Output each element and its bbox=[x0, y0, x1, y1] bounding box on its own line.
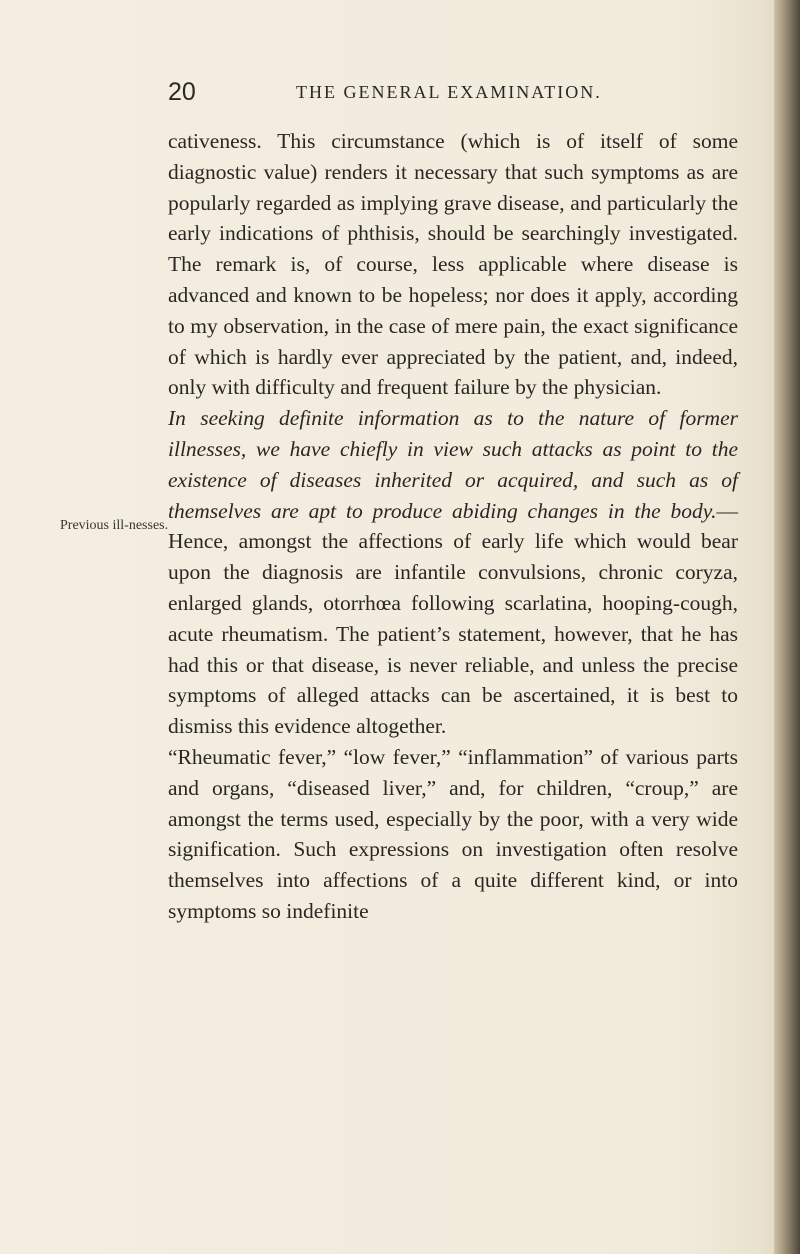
running-title: THE GENERAL EXAMINATION. bbox=[296, 82, 602, 102]
page-header bbox=[168, 78, 748, 108]
paragraph-2-rest: —Hence, amongst the affections of early life which would bear upon the diagnosis are infantile convulsions, chronic coryza, enlarged glands, otorrhœa following scarlatina, hooping-cough, acute rheumatism. The patient’s statement, however, that he has had this or that disease, is never reliable, and unless the precise symptoms of alleged attacks can be ascertained, it is best to dismiss this evidence altogether. bbox=[168, 498, 738, 739]
page-edge-shadow bbox=[774, 0, 800, 1254]
paragraph-3: “Rheumatic fever,” “low fever,” “inflammation” of various parts and organs, “diseased liver,” and, for children, “croup,” are amongst the terms used, especially by the poor, with a very wide signification. Such expressions on investigation often resolve themselves into affections of a quite different kind, or into symptoms so indefinite bbox=[168, 744, 738, 923]
paragraph-2 bbox=[168, 403, 738, 742]
page-number: 20 bbox=[168, 78, 196, 106]
paragraph-2-italic: In seeking definite information as to the nature of former illnesses, we have chiefly in view such attacks as point to the existence of diseases inherited or acquired, and such as of themselves are apt to produce abiding changes in the body. bbox=[168, 406, 738, 523]
paragraph-1: cativeness. This circumstance (which is of itself of some diagnostic value) renders it necessary that such symptoms as are popularly regarded as implying grave disease, and particularly the early indications of phthisis, should be searchingly investigated. The remark is, of course, less applicable where disease is advanced and known to be hopeless; nor does it apply, according to my observation, in the case of mere pain, the exact significance of which is hardly ever appreciated by the patient, and, indeed, only with difficulty and frequent failure by the physician. bbox=[168, 129, 738, 400]
margin-note: Previous ill-nesses. bbox=[60, 518, 169, 533]
body-text bbox=[168, 126, 738, 927]
